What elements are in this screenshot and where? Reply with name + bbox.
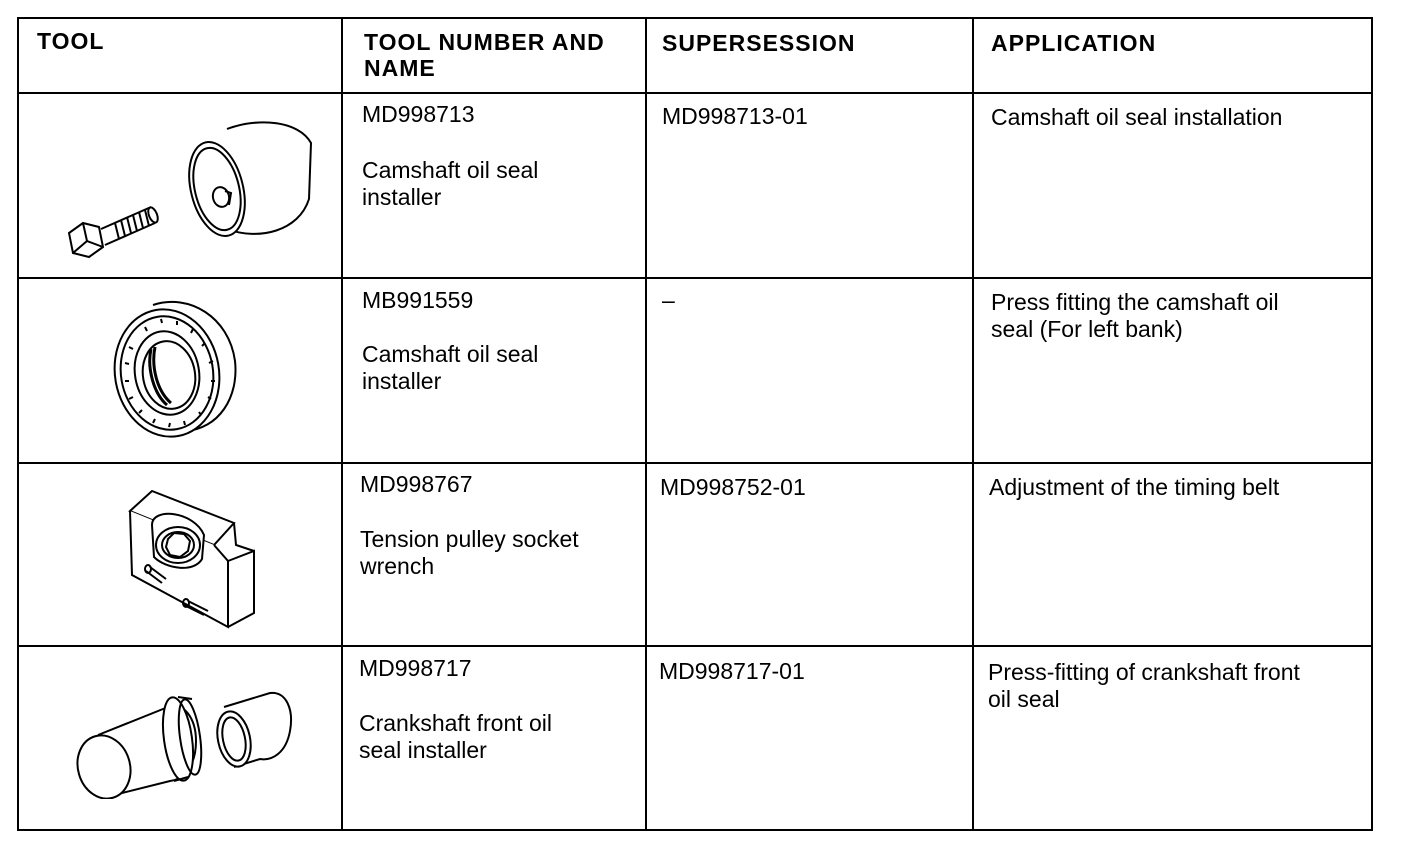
tool-number: MD998713: [362, 101, 475, 127]
special-tools-table: [17, 17, 1373, 831]
header-tool-number-line1: TOOL NUMBER AND: [364, 29, 605, 55]
row-divider: [19, 92, 1371, 94]
ring-seal-installer-icon: [109, 297, 249, 447]
tool-number: MD998767: [360, 471, 473, 497]
tool-name-line: seal installer: [359, 737, 487, 763]
supersession-value: MD998713-01: [662, 103, 808, 129]
tool-name-line: Tension pulley socket: [360, 526, 579, 552]
header-tool: TOOL: [37, 28, 105, 54]
tool-name-line: wrench: [360, 553, 435, 579]
application-text: [991, 104, 1282, 131]
application-line: seal (For left bank): [991, 316, 1183, 342]
column-divider: [972, 19, 974, 829]
application-text: [991, 289, 1279, 343]
tool-name: [362, 341, 538, 395]
row-divider: [19, 645, 1371, 647]
tool-name-line: Camshaft oil seal: [362, 157, 539, 183]
tool-name-line: installer: [362, 368, 442, 394]
tool-name: [360, 526, 579, 580]
tool-name-line: Crankshaft front oil: [359, 710, 553, 736]
row-divider: [19, 462, 1371, 464]
tool-name: [359, 710, 552, 764]
row-divider: [19, 277, 1371, 279]
supersession-value: –: [662, 287, 675, 313]
header-application: APPLICATION: [991, 30, 1157, 56]
tool-number: MD998717: [359, 655, 472, 681]
bolt-and-cup-installer-icon: [59, 111, 319, 271]
tool-name: [362, 157, 538, 211]
column-divider: [341, 19, 343, 829]
tool-name-line: Camshaft oil seal: [362, 341, 539, 367]
cylinder-and-sleeve-installer-icon: [74, 679, 304, 799]
socket-wrench-block-icon: [124, 487, 284, 637]
application-line: Camshaft oil seal installation: [991, 104, 1283, 130]
tool-name-line: installer: [362, 184, 442, 210]
header-supersession: SUPERSESSION: [662, 30, 856, 56]
header-tool-number-line2: NAME: [364, 55, 436, 81]
header-tool-number-and-name: [364, 29, 605, 81]
application-line: Press-fitting of crankshaft front: [988, 659, 1300, 685]
column-divider: [645, 19, 647, 829]
application-line: Press fitting the camshaft oil: [991, 289, 1279, 315]
application-line: oil seal: [988, 686, 1060, 712]
application-text: [988, 659, 1300, 713]
supersession-value: MD998717-01: [659, 658, 805, 684]
application-line: Adjustment of the timing belt: [989, 474, 1280, 500]
tool-number: MB991559: [362, 287, 474, 313]
application-text: [989, 474, 1279, 501]
supersession-value: MD998752-01: [660, 474, 806, 500]
